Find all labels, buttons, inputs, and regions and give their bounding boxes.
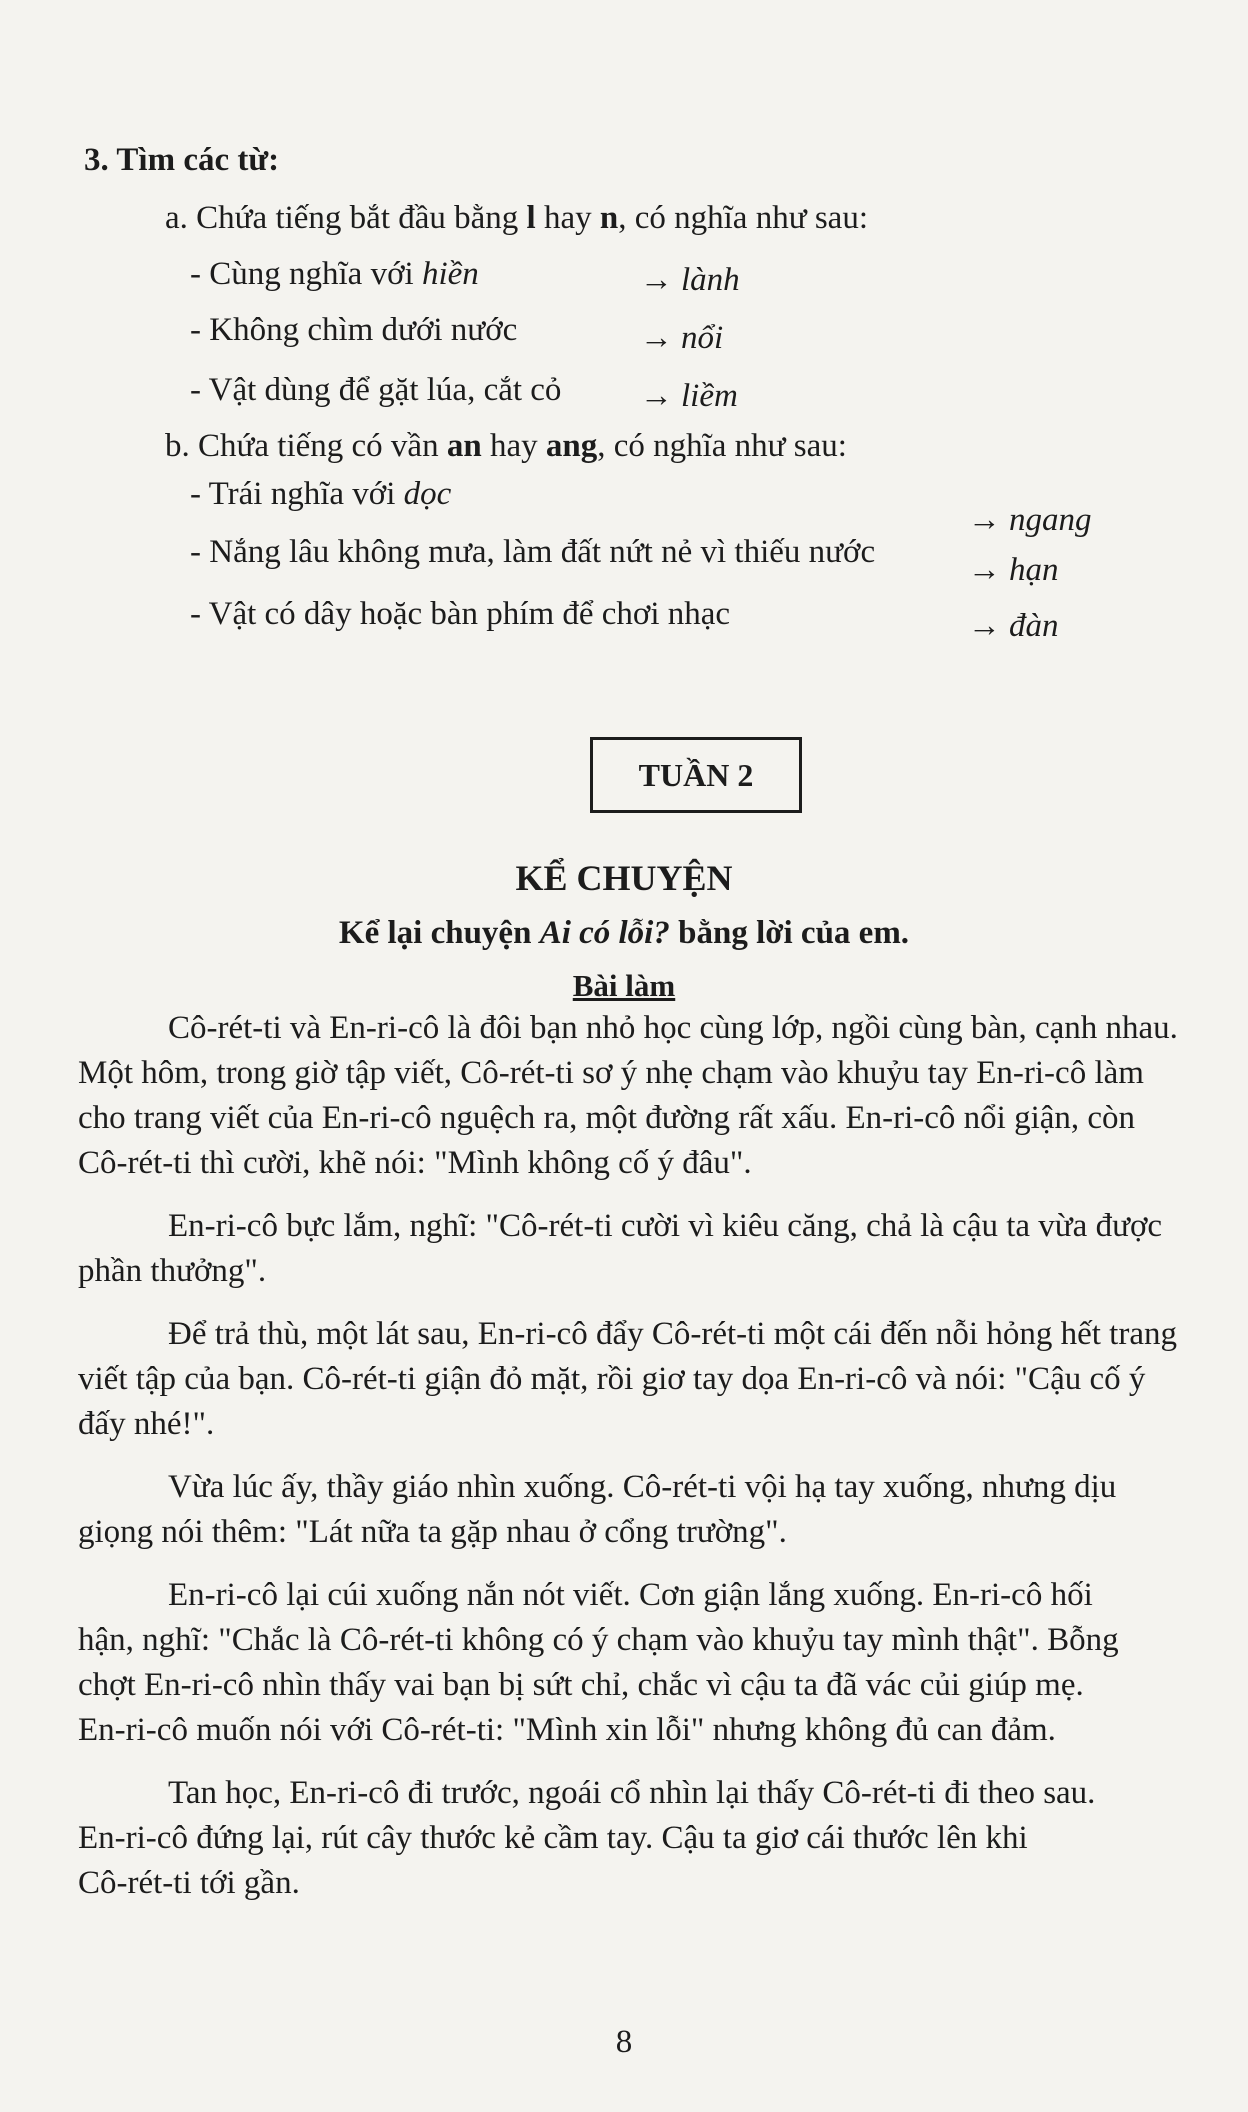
story-body [78,1006,1248,1906]
arrow-right-icon: → [968,552,1001,588]
task-line: Kể lại chuyện Ai có lỗi? bằng lời của em. [338,915,910,951]
arrow-right-icon: → [640,320,673,356]
story-line: viết tập của bạn. Cô-rét-ti giận đỏ mặt, rồi giơ tay dọa En-ri-cô và nói: "Cậu cố ý [78,1361,1146,1397]
part-b-answer-3: → đàn [968,608,1059,644]
part-a-item-3: - Vật dùng để gặt lúa, cắt cỏ [190,372,562,408]
exercise-title: 3. Tìm các từ: [84,142,280,178]
story-line: phần thưởng". [78,1253,267,1289]
story-line: Cô-rét-ti thì cười, khẽ nói: "Mình không cố ý đâu". [78,1145,752,1181]
story-line: Một hôm, trong giờ tập viết, Cô-rét-ti sơ ý nhẹ chạm vào khuỷu tay En-ri-cô làm [78,1055,1144,1091]
story-line: hận, nghĩ: "Chắc là Cô-rét-ti không có ý chạm vào khuỷu tay mình thật". Bỗng [78,1622,1119,1658]
story-line: Để trả thù, một lát sau, En-ri-cô đẩy Cô-rét-ti một cái đến nỗi hỏng hết trang [168,1316,1177,1352]
part-a-item-1: - Cùng nghĩa với hiền [190,256,479,292]
story-line: Vừa lúc ấy, thầy giáo nhìn xuống. Cô-rét-ti vội hạ tay xuống, nhưng dịu [168,1469,1117,1505]
part-b-intro: b. Chứa tiếng có vần an hay ang, có nghĩa như sau: [165,428,847,464]
story-line: Tan học, En-ri-cô đi trước, ngoái cổ nhìn lại thấy Cô-rét-ti đi theo sau. [168,1775,1096,1811]
part-a-item-2: - Không chìm dưới nước [190,312,518,348]
story-line: chợt En-ri-cô nhìn thấy vai bạn bị sứt chỉ, chắc vì cậu ta đã vác củi giúp mẹ. [78,1667,1084,1703]
story-line: En-ri-cô đứng lại, rút cây thước kẻ cầm tay. Cậu ta giơ cái thước lên khi [78,1820,1028,1856]
story-line: En-ri-cô muốn nói với Cô-rét-ti: "Mình xin lỗi" nhưng không đủ can đảm. [78,1712,1056,1748]
story-line: cho trang viết của En-ri-cô nguệch ra, một đường rất xấu. En-ri-cô nổi giận, còn [78,1100,1136,1136]
story-line: En-ri-cô lại cúi xuống nắn nót viết. Cơn giận lắng xuống. En-ri-cô hối [168,1577,1093,1613]
part-b-item-3: - Vật có dây hoặc bàn phím để chơi nhạc [190,596,731,632]
page-number: 8 [615,2024,633,2060]
week-box: TUẦN 2 [590,737,802,813]
part-b-answer-1: → ngang [968,502,1092,538]
story-line: Cô-rét-ti tới gần. [78,1865,300,1901]
section-title: KỂ CHUYỆN [515,858,733,898]
story-line: En-ri-cô bực lắm, nghĩ: "Cô-rét-ti cười vì kiêu căng, chả là cậu ta vừa được [168,1208,1163,1244]
part-b-answer-2: → hạn [968,552,1059,588]
part-a-answer-1: → lành [640,262,740,298]
arrow-right-icon: → [640,262,673,298]
story-line: giọng nói thêm: "Lát nữa ta gặp nhau ở cổng trường". [78,1514,787,1550]
part-a-answer-3: → liềm [640,378,738,414]
arrow-right-icon: → [968,608,1001,644]
arrow-right-icon: → [968,502,1001,538]
part-a-intro: a. Chứa tiếng bắt đầu bằng l hay n, có nghĩa như sau: [165,200,868,236]
part-b-item-2: - Nắng lâu không mưa, làm đất nứt nẻ vì thiếu nước [190,534,876,570]
part-b-item-1: - Trái nghĩa với dọc [190,476,452,512]
answer-label: Bài làm [572,968,676,1003]
story-line: đấy nhé!". [78,1406,215,1442]
story-line: Cô-rét-ti và En-ri-cô là đôi bạn nhỏ học cùng lớp, ngồi cùng bàn, cạnh nhau. [168,1010,1178,1046]
arrow-right-icon: → [640,378,673,414]
part-a-answer-2: → nổi [640,320,724,356]
